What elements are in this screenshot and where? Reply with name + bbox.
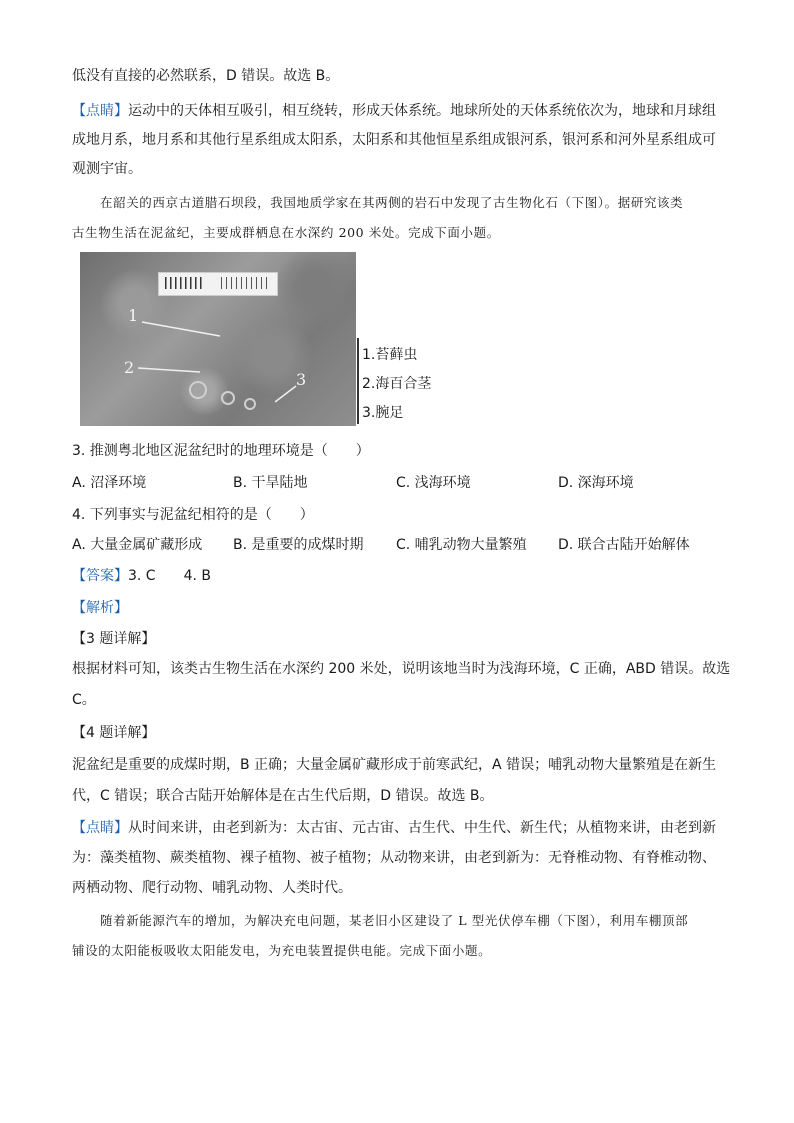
answer-value: 3. C 4. B: [128, 568, 211, 584]
material-line: 古生物生活在泥盆纪，主要成群栖息在水深约 200 米处。完成下面小题。: [72, 225, 500, 240]
option-a: A. 大量金属矿藏形成: [72, 537, 203, 553]
option-a: A. 沼泽环境: [72, 475, 147, 491]
fossil-photo: [80, 252, 356, 426]
question-4: 4. 下列事实与泥盆纪相符的是（ ）: [72, 507, 314, 523]
detail-4-tag: 【4 题详解】: [72, 725, 156, 741]
text-line: 从时间来讲，由老到新为：太古宙、元古宙、古生代、中生代、新生代；从植物来讲，由老到新: [128, 820, 716, 836]
text-line: 代，C 错误；联合古陆开始解体是在古生代后期，D 错误。故选 B。: [72, 788, 494, 804]
material-line: 铺设的太阳能板吸收太阳能发电，为充电装置提供电能。完成下面小题。: [72, 943, 492, 958]
legend-divider: [357, 338, 359, 424]
text-line: 为：藻类植物、蕨类植物、裸子植物、被子植物；从动物来讲，由老到新为：无脊椎动物、有脊椎动物、: [72, 850, 716, 866]
material-line: 在韶关的西京古道腊石坝段，我国地质学家在其两侧的岩石中发现了古生物化石（下图）。据研究该类: [100, 195, 684, 210]
text-line: 成地月系，地月系和其他行星系组成太阳系，太阳系和其他恒星系组成银河系，银河系和河外星系组成可: [72, 132, 716, 148]
tip-tag: 【点睛】: [72, 103, 128, 119]
option-b: B. 干旱陆地: [233, 475, 308, 491]
legend-item: 3.腕足: [362, 405, 404, 421]
text-line: 两栖动物、爬行动物、哺乳动物、人类时代。: [72, 880, 352, 896]
fossil-annotation-lines: [80, 252, 356, 426]
text-line: 观测宇宙。: [72, 161, 142, 177]
legend-item: 2.海百合茎: [362, 376, 432, 392]
legend-item: 1.苔藓虫: [362, 347, 418, 363]
fossil-label-1: 1: [128, 306, 139, 325]
answer-tag: 【答案】: [72, 568, 128, 584]
analysis-tag: 【解析】: [72, 600, 128, 616]
fossil-label-2: 2: [124, 358, 135, 377]
text-line: 根据材料可知，该类古生物生活在水深约 200 米处，说明该地当时为浅海环境，C 正确，ABD 错误。故选: [72, 661, 731, 677]
text-line: 低没有直接的必然联系，D 错误。故选 B。: [72, 68, 340, 84]
option-c: C. 浅海环境: [396, 475, 471, 491]
question-3: 3. 推测粤北地区泥盆纪时的地理环境是（ ）: [72, 443, 370, 459]
option-d: D. 联合古陆开始解体: [558, 537, 690, 553]
text-line: C。: [72, 692, 96, 708]
text-line: 运动中的天体相互吸引，相互绕转，形成天体系统。地球所处的天体系统依次为，地球和月球组: [128, 103, 716, 119]
option-c: C. 哺乳动物大量繁殖: [396, 537, 527, 553]
tip-paragraph: [72, 818, 716, 838]
material-line: 随着新能源汽车的增加，为解决充电问题，某老旧小区建设了 L 型光伏停车棚（下图），利用车棚顶部: [100, 913, 689, 928]
answer-line: [72, 566, 211, 586]
tip-tag: 【点睛】: [72, 820, 128, 836]
tip-paragraph: [72, 101, 716, 121]
fossil-label-3: 3: [296, 370, 307, 389]
option-b: B. 是重要的成煤时期: [233, 537, 364, 553]
detail-3-tag: 【3 题详解】: [72, 631, 156, 647]
text-line: 泥盆纪是重要的成煤时期，B 正确；大量金属矿藏形成于前寒武纪，A 错误；哺乳动物大量繁殖是在新生: [72, 757, 717, 773]
option-d: D. 深海环境: [558, 475, 634, 491]
